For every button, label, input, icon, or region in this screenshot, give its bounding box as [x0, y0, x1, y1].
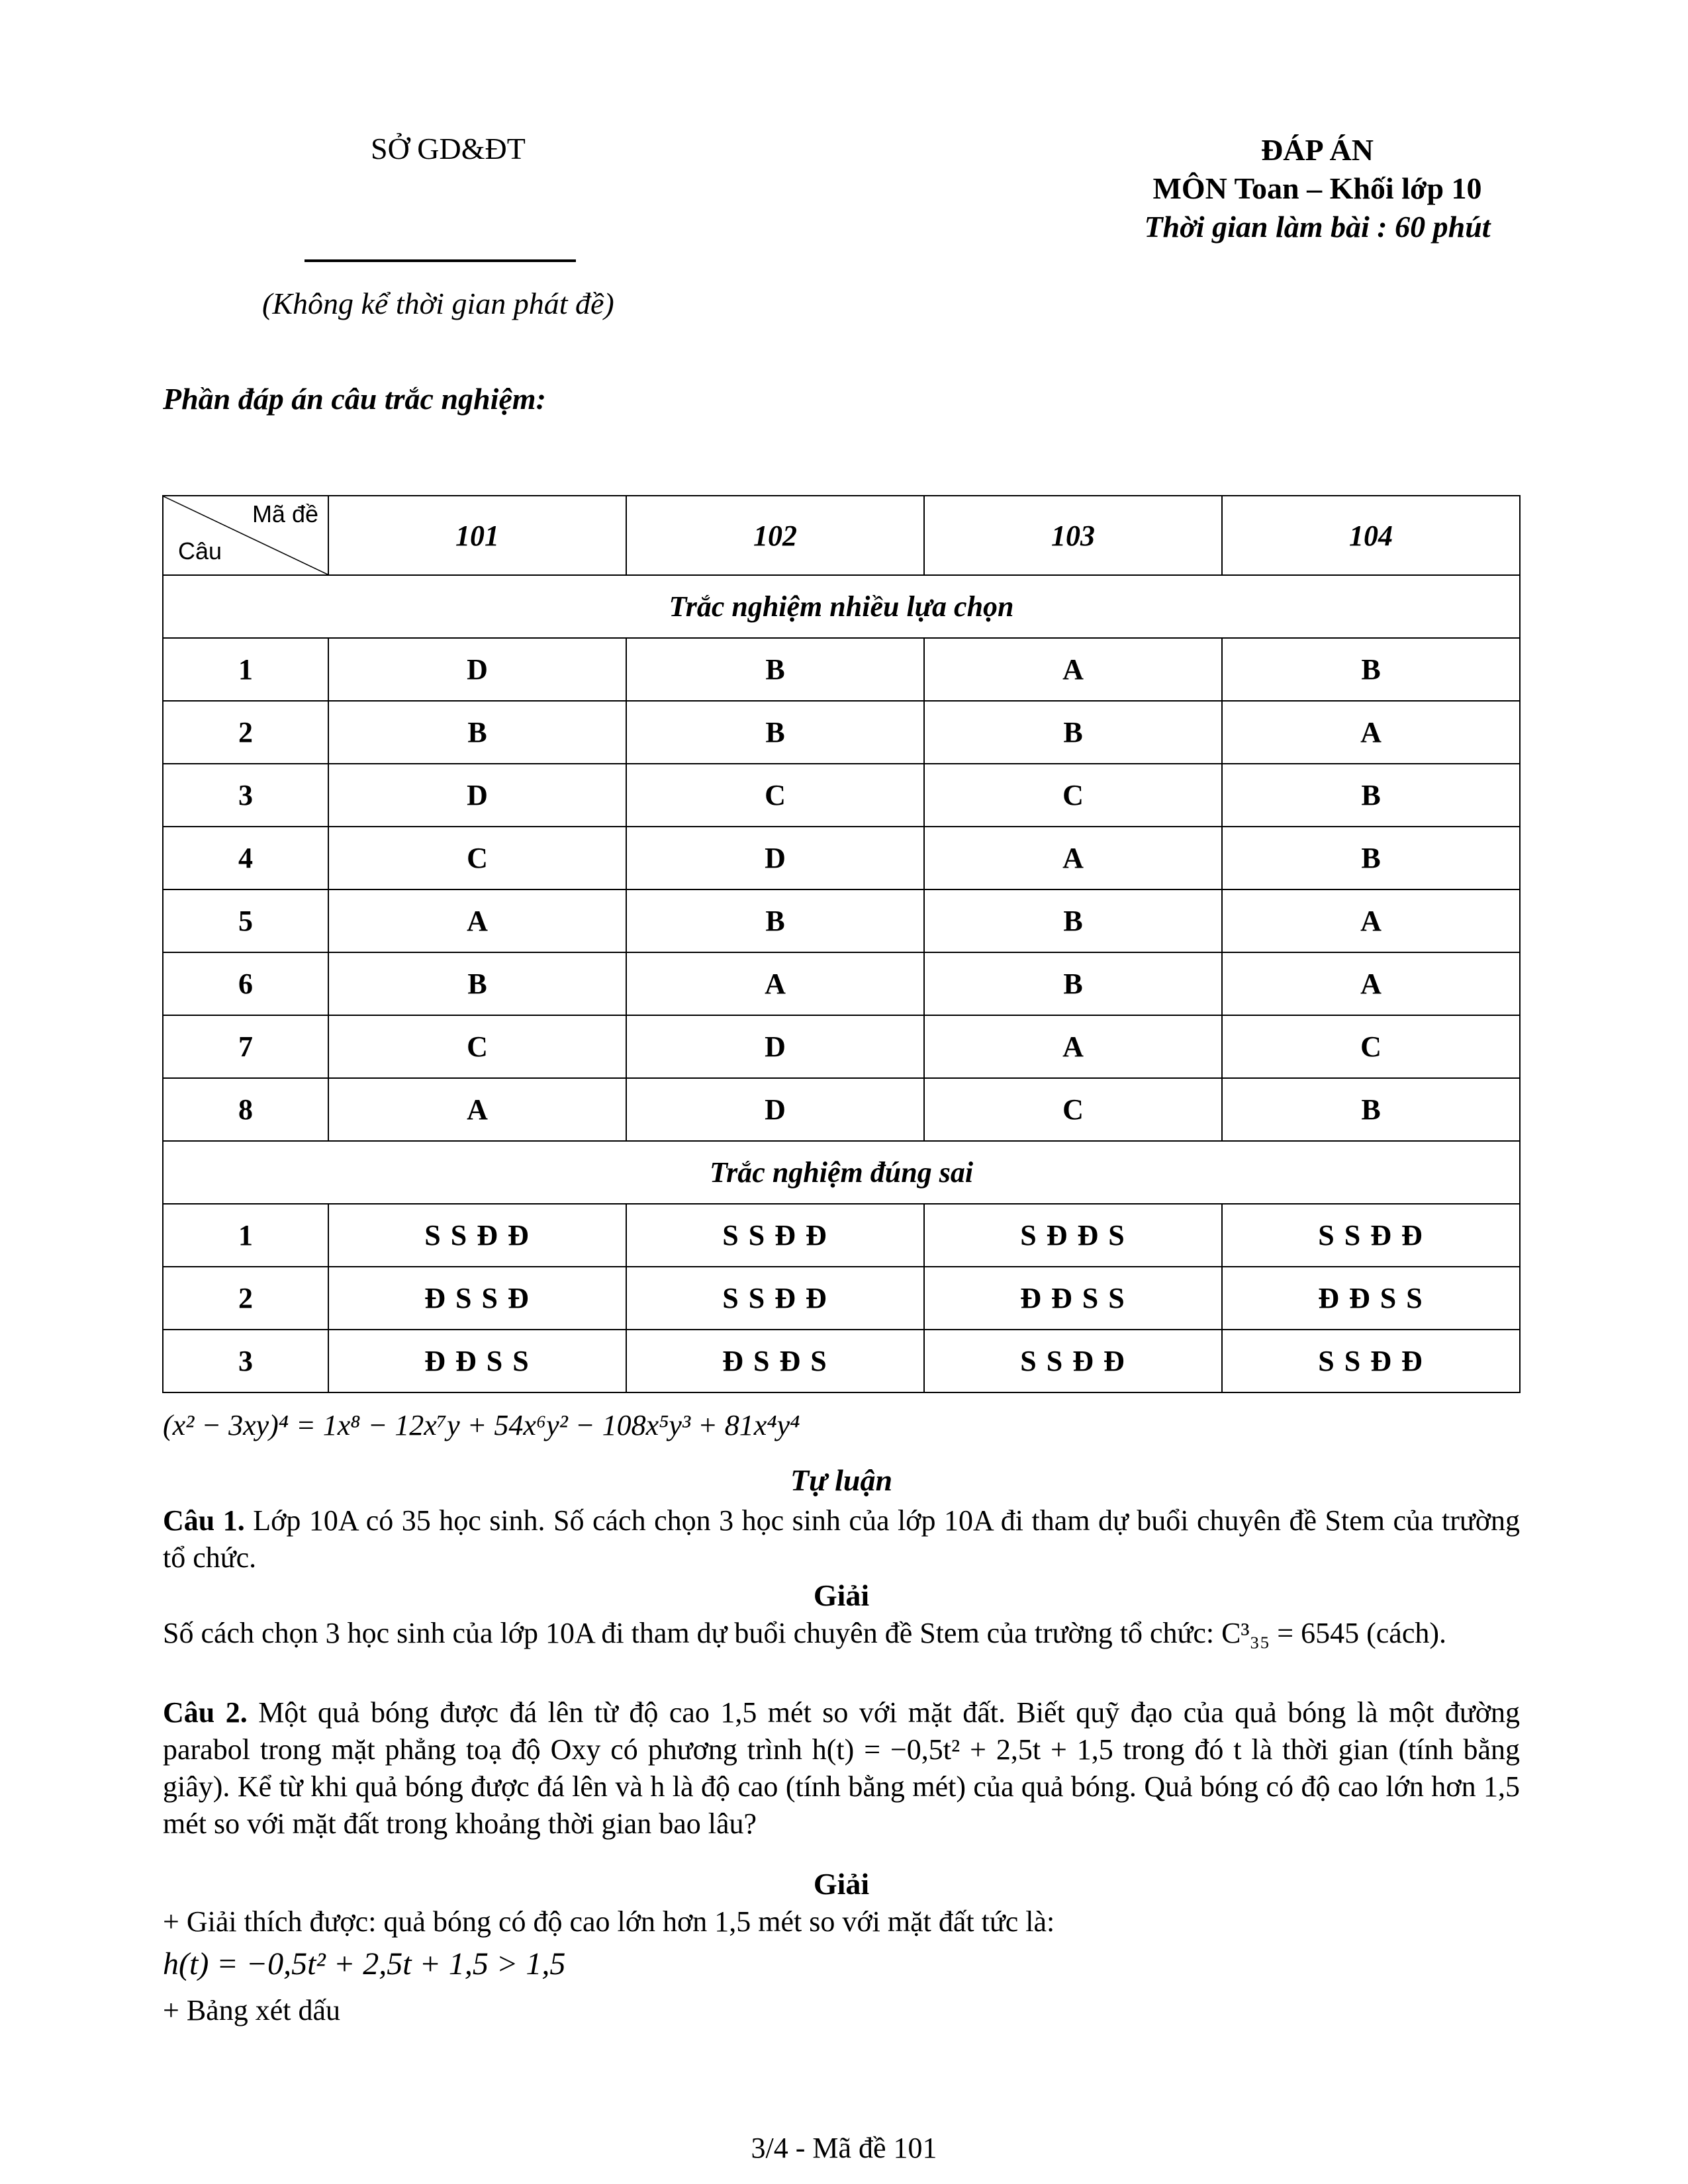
answer-table [162, 495, 1521, 1393]
answer-cell: B [924, 701, 1222, 764]
answer-cell: C [924, 1078, 1222, 1141]
table-row [163, 1015, 1520, 1078]
table-row [163, 827, 1520, 889]
answer-cell: B [328, 952, 626, 1015]
table-row [163, 1204, 1520, 1267]
question-number: 1 [163, 1204, 328, 1267]
question-number: 1 [163, 638, 328, 701]
binomial-formula: (x² − 3xy)⁴ = 1x⁸ − 12x⁷y + 54x⁶y² − 108x⁵y³ + 81x⁴y⁴ [163, 1409, 800, 1441]
corner-label-question: Câu [178, 537, 222, 565]
header-divider [305, 259, 576, 262]
answer-cell: S S Đ Đ [626, 1267, 924, 1330]
answer-cell: C [626, 764, 924, 827]
answer-cell: B [1222, 764, 1520, 827]
table-row [163, 764, 1520, 827]
answer-cell: Đ Đ S S [924, 1267, 1222, 1330]
answer-cell: C [924, 764, 1222, 827]
question-1-text: Lớp 10A có 35 học sinh. Số cách chọn 3 học sinh của lớp 10A đi tham dự buổi chuyên đề Stem của trường tổ chức. [163, 1504, 1521, 1574]
answer-cell: S Đ Đ S [924, 1204, 1222, 1267]
table-row [163, 1078, 1520, 1141]
question-1 [163, 1502, 1520, 1576]
question-number: 3 [163, 1330, 328, 1392]
answer-cell: S S Đ Đ [626, 1204, 924, 1267]
answer-cell: D [626, 1078, 924, 1141]
answer-cell: D [626, 1015, 924, 1078]
answer-cell: B [924, 952, 1222, 1015]
subject-line: MÔN Toan – Khối lớp 10 [1152, 171, 1482, 205]
answer-cell: A [626, 952, 924, 1015]
answer-cell: D [626, 827, 924, 889]
table-row [163, 1267, 1520, 1330]
header-note: (Không kể thời gian phát đề) [262, 287, 614, 320]
header-right [960, 131, 1675, 246]
table-row [163, 701, 1520, 764]
question-2-inequality: h(t) = −0,5t² + 2,5t + 1,5 > 1,5 [163, 1946, 566, 1981]
code-header: 101 [328, 496, 626, 575]
question-1-solution: Số cách chọn 3 học sinh của lớp 10A đi tham dự buổi chuyên đề Stem của trường tổ chức: C³₃₅ = 6545 (cách). [163, 1617, 1447, 1649]
answer-cell: B [626, 889, 924, 952]
table-header-row [163, 496, 1520, 575]
answer-cell: C [1222, 1015, 1520, 1078]
answer-cell: S S Đ Đ [328, 1204, 626, 1267]
answer-cell: A [1222, 952, 1520, 1015]
answer-cell: C [328, 827, 626, 889]
answer-cell: Đ S S Đ [328, 1267, 626, 1330]
section-label: Phần đáp án câu trắc nghiệm: [163, 382, 546, 416]
answer-cell: Đ Đ S S [328, 1330, 626, 1392]
question-2 [163, 1694, 1520, 1843]
answer-cell: C [328, 1015, 626, 1078]
answer-cell: A [328, 889, 626, 952]
answer-cell: A [924, 1015, 1222, 1078]
answer-cell: B [924, 889, 1222, 952]
table-row [163, 952, 1520, 1015]
corner-cell [163, 496, 328, 575]
question-2-label: Câu 2. [163, 1696, 248, 1729]
question-number: 8 [163, 1078, 328, 1141]
answer-cell: S S Đ Đ [1222, 1330, 1520, 1392]
table-row [163, 638, 1520, 701]
answer-cell: Đ S Đ S [626, 1330, 924, 1392]
answer-cell: D [328, 638, 626, 701]
answer-cell: B [626, 701, 924, 764]
table-row [163, 1330, 1520, 1392]
question-2-step-1: + Giải thích được: quả bóng có độ cao lớn hơn 1,5 mét so với mặt đất tức là: [163, 1905, 1055, 1938]
answer-cell: Đ Đ S S [1222, 1267, 1520, 1330]
page-footer: 3/4 - Mã đề 101 [751, 2132, 937, 2164]
solution-label: Giải [813, 1578, 870, 1612]
mc-section-row [163, 575, 1520, 638]
question-number: 5 [163, 889, 328, 952]
question-number: 7 [163, 1015, 328, 1078]
code-header: 104 [1222, 496, 1520, 575]
question-1-label: Câu 1. [163, 1504, 245, 1537]
essay-title: Tự luận [790, 1463, 893, 1497]
question-number: 3 [163, 764, 328, 827]
answer-cell: A [924, 638, 1222, 701]
tf-section-row [163, 1141, 1520, 1204]
tf-section-title: Trắc nghiệm đúng sai [163, 1141, 1520, 1204]
answer-cell: A [1222, 701, 1520, 764]
question-number: 4 [163, 827, 328, 889]
code-header: 102 [626, 496, 924, 575]
answer-cell: D [328, 764, 626, 827]
answer-cell: B [328, 701, 626, 764]
document-title: ĐÁP ÁN [1261, 133, 1374, 167]
organization-name: SỞ GD&ĐT [371, 132, 526, 165]
corner-label-code: Mã đề [252, 500, 318, 527]
answer-cell: B [1222, 827, 1520, 889]
answer-cell: S S Đ Đ [1222, 1204, 1520, 1267]
mc-section-title: Trắc nghiệm nhiều lựa chọn [163, 575, 1520, 638]
solution-label: Giải [813, 1867, 870, 1901]
question-number: 2 [163, 701, 328, 764]
question-number: 6 [163, 952, 328, 1015]
time-line: Thời gian làm bài : 60 phút [1144, 210, 1491, 244]
answer-cell: B [626, 638, 924, 701]
question-2-step-2: + Bảng xét dấu [163, 1994, 340, 2026]
table-row [163, 889, 1520, 952]
answer-cell: S S Đ Đ [924, 1330, 1222, 1392]
question-2-text: Một quả bóng được đá lên từ độ cao 1,5 mét so với mặt đất. Biết quỹ đạo của quả bóng là một đường parabol trong mặt phẳng toạ độ Oxy có phương trình h(t) = −0,5t² + 2,5t + 1,5 trong đó t là thời gian (tính bằng giây). Kể từ khi quả bóng được đá lên và h là độ cao (tính bằng mét) của quả bóng. Quả bóng có độ cao lớn hơn 1,5 mét so với mặt đất trong khoảng thời gian bao lâu? [163, 1696, 1520, 1840]
answer-cell: A [924, 827, 1222, 889]
answer-cell: B [1222, 638, 1520, 701]
question-number: 2 [163, 1267, 328, 1330]
answer-cell: B [1222, 1078, 1520, 1141]
answer-cell: A [328, 1078, 626, 1141]
code-header: 103 [924, 496, 1222, 575]
answer-cell: A [1222, 889, 1520, 952]
